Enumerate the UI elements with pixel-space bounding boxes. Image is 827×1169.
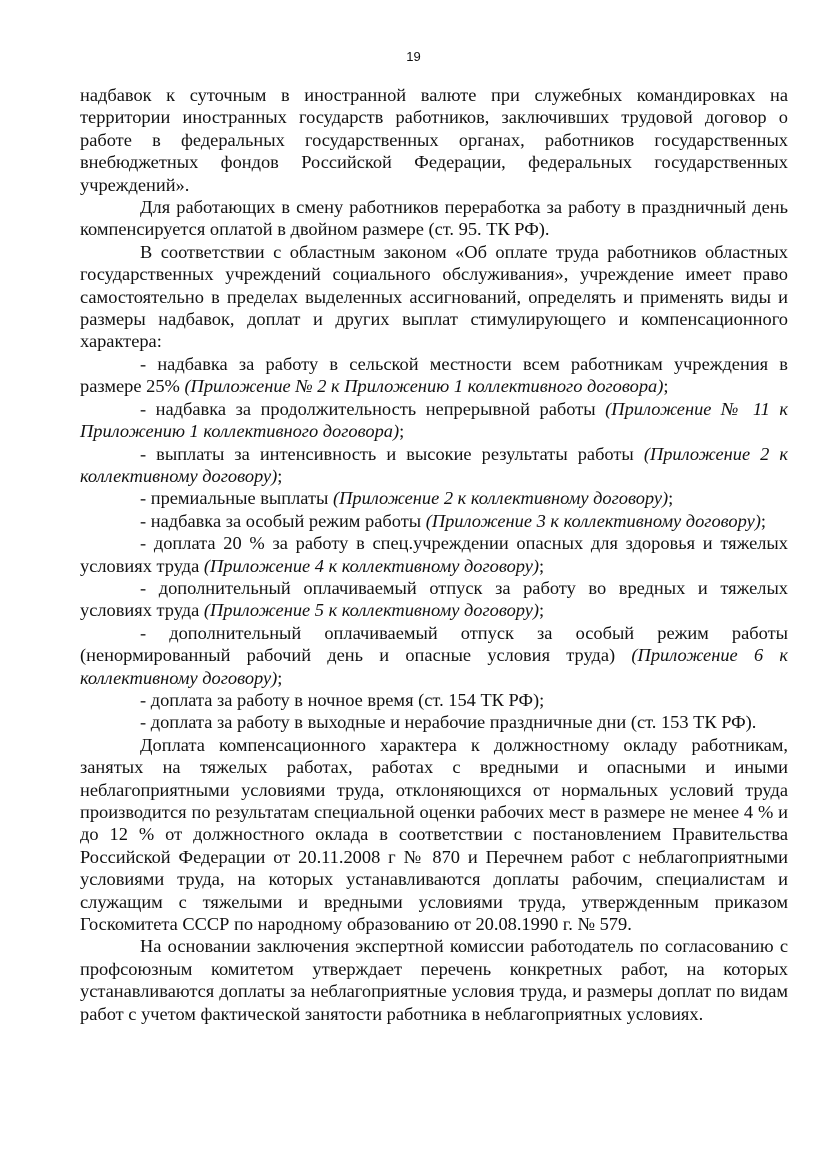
list-item-reference: (Приложение 6 к коллективному договору) [80,645,788,688]
list-item-special-regime-leave [80,622,788,689]
paragraph-expert-commission [80,935,788,1025]
list-item-text: - дополнительный оплачиваемый отпуск за особый режим работы (ненормированный рабочий день и опасные условия труда) [80,622,788,666]
list-item-punctuation: ; [663,376,669,397]
list-item-text: - выплаты за интенсивность и высокие результаты работы [140,443,644,464]
list-item-text: - надбавка за продолжительность непрерывной работы [140,398,606,419]
paragraph-text: Доплата компенсационного характера к должностному окладу работникам, занятых на тяжелых работах, работах с вредными и опасными и иными неблагоприятными условиями труда, отклоняющихся от нормальных условий труда производится по результатам специальной оценки рабочих мест в размере не менее 4 % и до 12 % от должностного оклада в соответствии с постановлением Правительства Российской Федерации от 20.11.2008 г № 870 и Перечнем работ с неблагоприятными условиями труда, на которых устанавливаются доплаты рабочим, специалистам и служащим с тяжелыми и вредными условиями труда, утвержденным приказом Госкомитета СССР по народному образованию от 20.08.1990 г. № 579. [80,734,788,935]
list-item-text: - надбавка за особый режим работы [140,510,426,531]
paragraph-text: На основании заключения экспертной комиссии работодатель по согласованию с профсоюзным комитетом утверждает перечень конкретных работ, на которых устанавливаются доплаты за неблагоприятные условия труда, и размеры доплат по видам работ с учетом фактической занятости работника в неблагоприятных условиях. [80,936,788,1024]
list-item-hazard-surcharge [80,532,788,577]
list-item-reference: (Приложение № 11 к Приложению 1 коллективного договора) [80,398,789,442]
list-item-punctuation: ; [539,555,545,576]
list-item-text: - доплата за работу в выходные и нерабочие праздничные дни (ст. 153 ТК РФ). [140,712,757,733]
list-item-punctuation: ; [760,510,766,531]
document-body [80,84,788,1025]
list-item-reference: (Приложение 2 к коллективному договору) [80,443,788,486]
list-item-harmful-leave [80,577,788,622]
list-item-text: - доплата за работу в ночное время (ст. 154 ТК РФ); [140,689,545,710]
list-item-night-work [80,689,788,711]
list-item-rural-allowance [80,353,788,398]
list-item-punctuation: ; [539,600,545,621]
list-item-text: - доплата 20 % за работу в спец.учреждении опасных для здоровья и тяжелых условиях труда [80,533,788,576]
list-item-holiday-work [80,711,788,733]
paragraph-text: В соответствии с областным законом «Об оплате труда работников областных государственных учреждений социального обслуживания», учреждение имеет право самостоятельно в пределах выделенных ассигнований, определять и применять виды и размеры надбавок, доплат и других выплат стимулирующего и компенсационного характера: [80,241,788,352]
list-item-reference: (Приложение 5 к коллективному договору) [203,600,540,621]
list-item-text: - дополнительный оплачиваемый отпуск за работу во вредных и тяжелых условиях труда [80,577,788,621]
paragraph-compensation [80,734,788,936]
list-item-bonus-payments [80,487,788,509]
list-item-intensity-payments [80,443,788,488]
list-item-reference: (Приложение 2 к коллективному договору) [333,488,669,509]
list-item-punctuation: ; [399,421,405,442]
list-item-punctuation: ; [277,667,283,688]
list-item-reference: (Приложение № 2 к Приложению 1 коллективного договора) [184,376,664,397]
paragraph-text: Для работающих в смену работников переработка за работу в праздничный день компенсируется оплатой в двойном размере (ст. 95. ТК РФ). [80,197,788,240]
list-item-reference: (Приложение 4 к коллективному договору) [203,555,540,576]
paragraph-regional-law [80,241,788,353]
paragraph-overtime [80,196,788,241]
paragraph-text: надбавок к суточным в иностранной валюте при служебных командировках на территории иностранных государств работников, заключивших трудовой договор о работе в федеральных государственных органах, работников государственных внебюджетных фондов Российской Федерации, федеральных государственных учреждений». [80,85,788,195]
list-item-special-regime [80,510,788,532]
paragraph-continuation [80,84,788,196]
list-item-text: - премиальные выплаты [140,488,333,509]
list-item-punctuation: ; [277,465,283,486]
list-item-continuous-work [80,398,788,443]
list-item-text: - надбавка за работу в сельской местности всем работникам учреждения в размере 25% [80,353,788,397]
list-item-punctuation: ; [668,488,674,509]
list-item-reference: (Приложение 3 к коллективному договору) [425,510,761,531]
page-number: 19 [406,49,421,64]
